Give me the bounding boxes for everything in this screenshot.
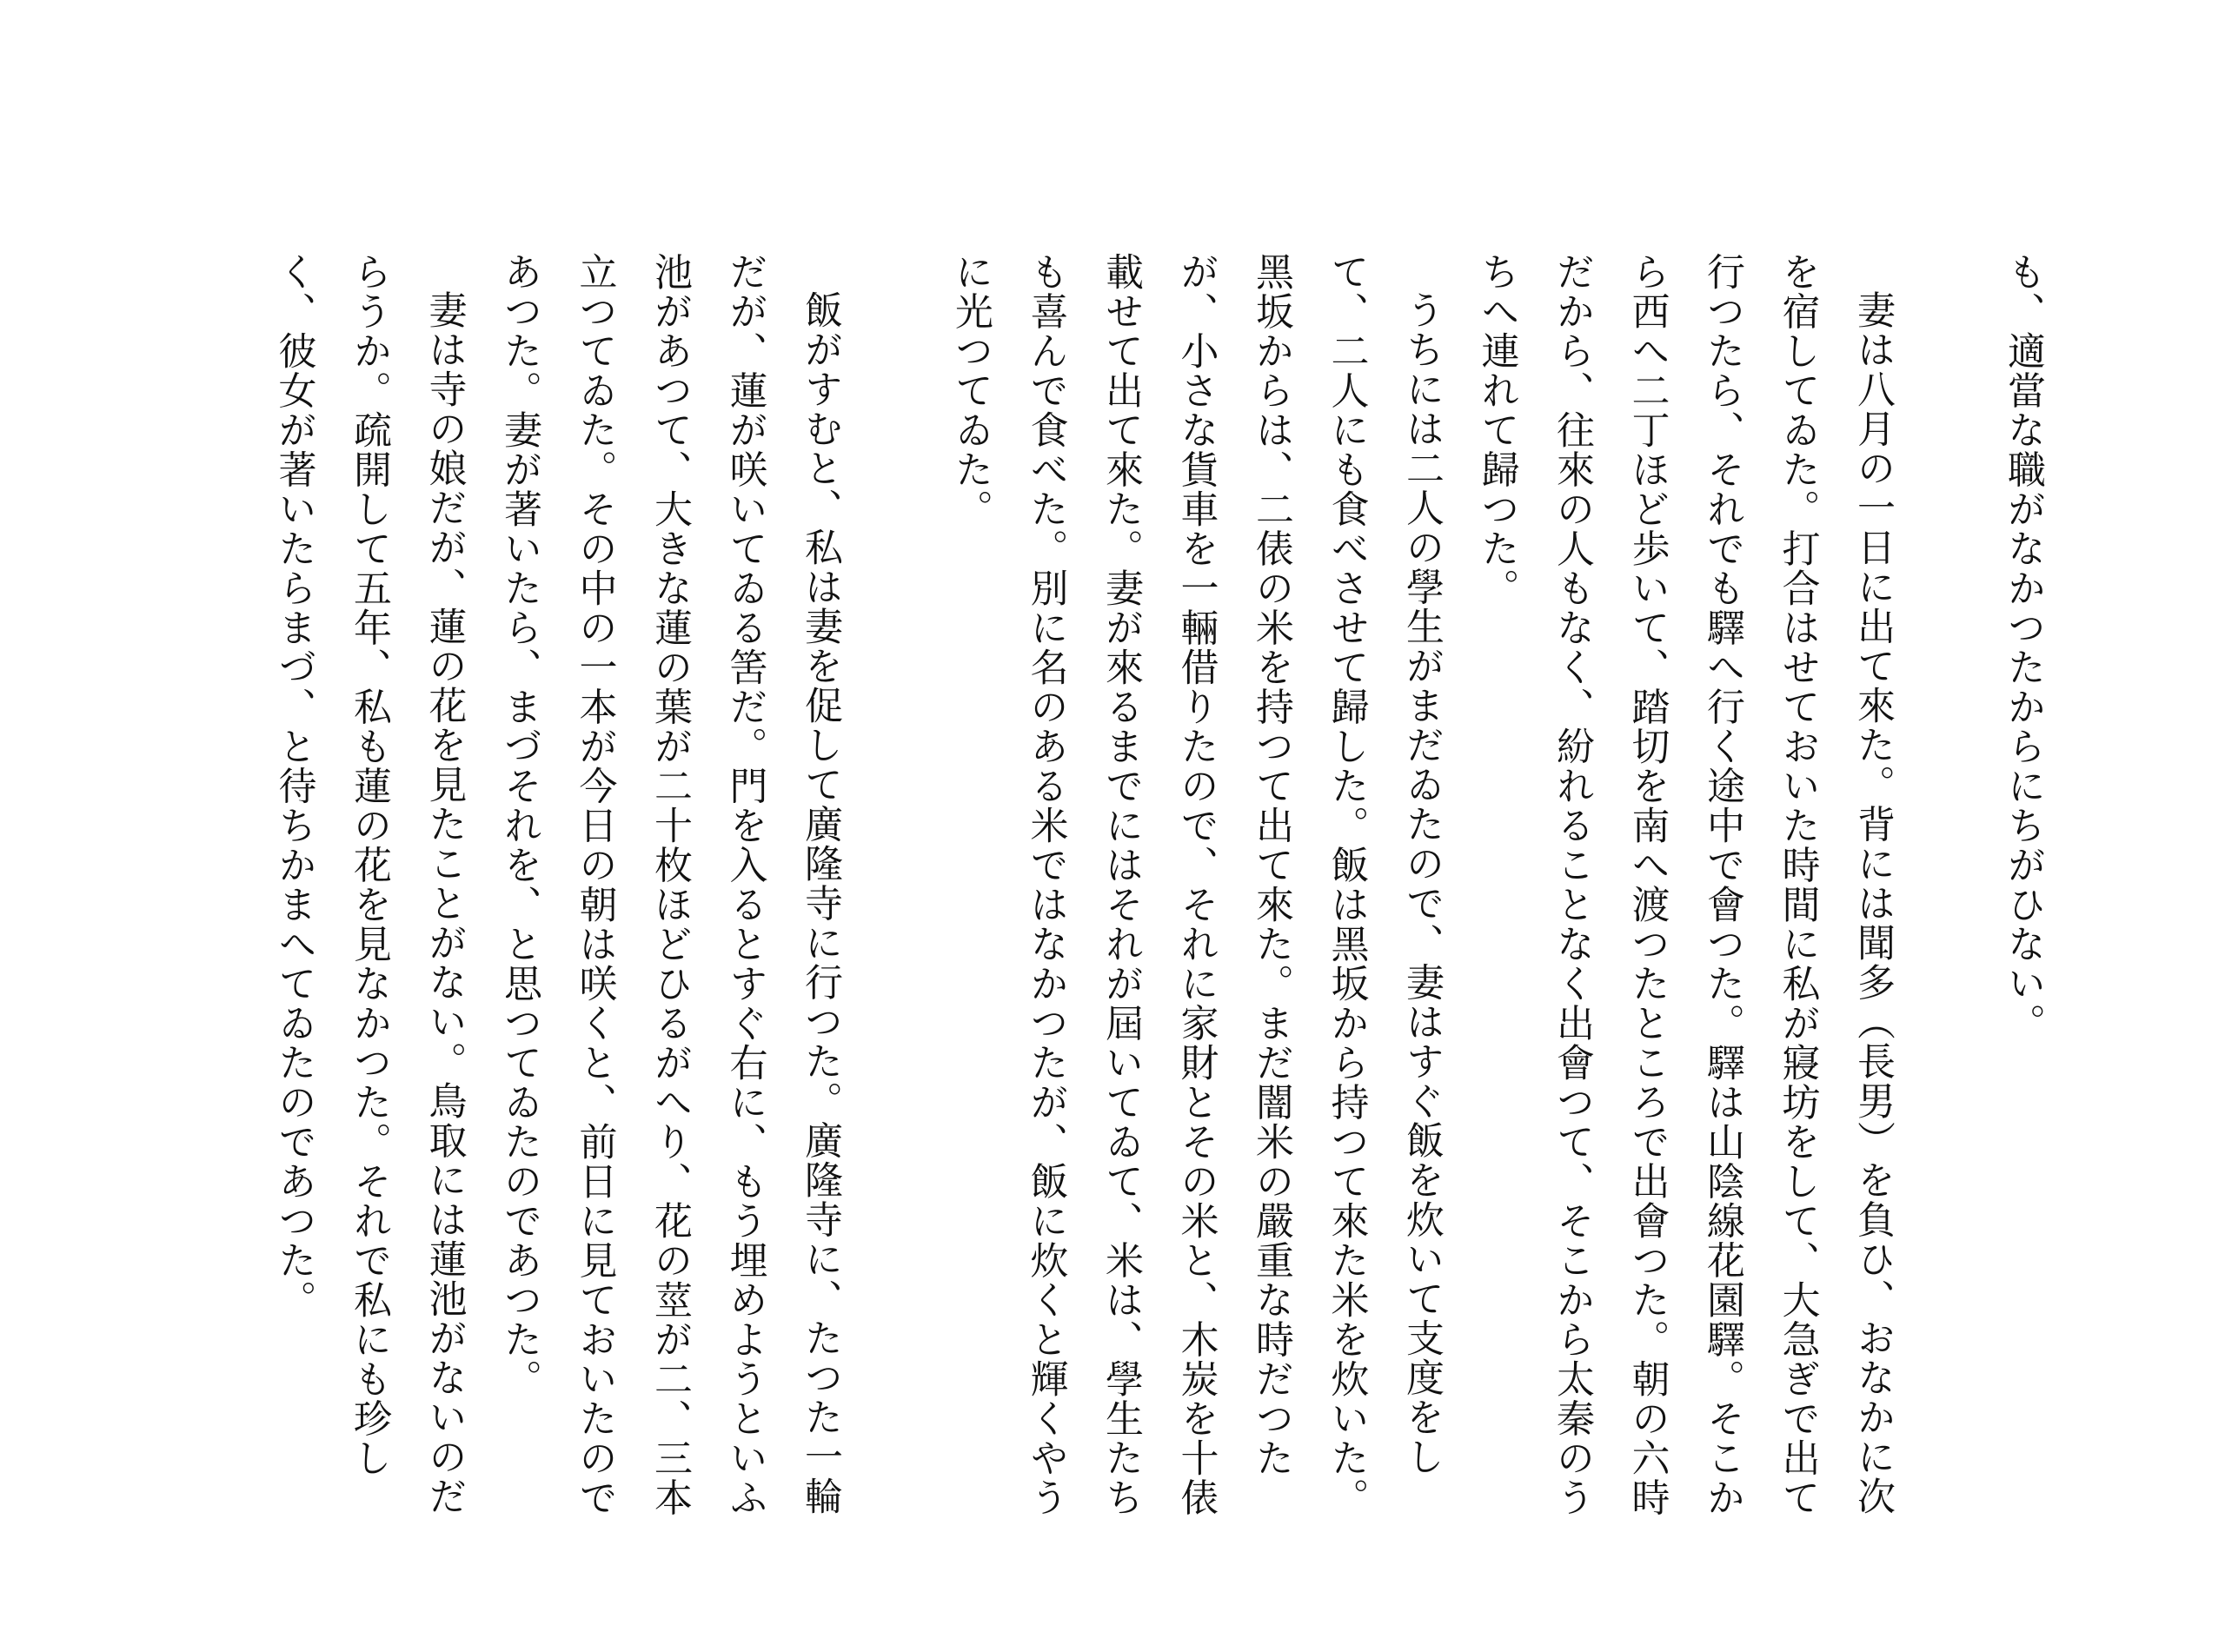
paragraph: 妻は寺の娘だが、蓮の花を見たことがない。鳥取には蓮池がないのだらうか。疏開して五年、私も蓮の花を見なかつた。それで私にも珍しく、彼女が著いたらまづ、と待ちかまへてゐたのであつた。 <box>271 252 467 1516</box>
paragraph: うちには二人の學生がまだゐたので、妻はすぐ飯を炊いて支度をして、二人にも食べさせて歸した。飯は黑坂から持つて來た米を炊いた。黑坂からは、二俵の米を持つて出て來た。まだ闇米の嚴重な時だつたが、小さな貨車を一輛借りたので、それに家財とその米と、木炭を十俵載せて出て來た。妻が來るまでにはそれが屆いてゐて、米は、學生たちも喜んで食べた。別に名のある米ではなかつたが、飯に炊くと輝くやうに光つてゐた。 <box>948 252 1444 1517</box>
paragraph-continuation: も、適當な職がなかつたからにちがひない。 <box>2001 252 2045 1043</box>
paragraph: 飯がすむと、私は妻を促して廣隆寺に行つた。廣隆寺に、たつた一輪だが、蓮が咲いてゐる筈だ。門を入るとすぐ右に、もう埋めようといふ池があつて、大きな蓮の葉が二十枚ほどひるがへり、花の莖が二、三本立つてゐた。その中の一本が今日の朝は咲くと、前日に見ておいたのであつた。妻が著いたら、まづそれを、と思つてゐたのであつた。 <box>497 252 842 1517</box>
paragraph: 妻は八月の一日に出て來た。背には聞多（長男）を負ひ、おなかに次を宿してゐた。打合はせておいた時間に私が寢坊をして、大急ぎで出て行つたら、それでも驛へ行く途中で會つた。驛は山陰線花園驛。そこから西へ二丁ほど歩いて、踏切を南へ渡つたところで出會つた。朝の六時だから、往來の人もなく、紛れることなく出會つて、そこから太秦のうちへ連れて歸つた。 <box>1474 252 1895 1517</box>
blank-line <box>857 252 933 1521</box>
blank-line <box>1910 252 1985 1521</box>
vertical-text-body <box>256 252 2060 1521</box>
